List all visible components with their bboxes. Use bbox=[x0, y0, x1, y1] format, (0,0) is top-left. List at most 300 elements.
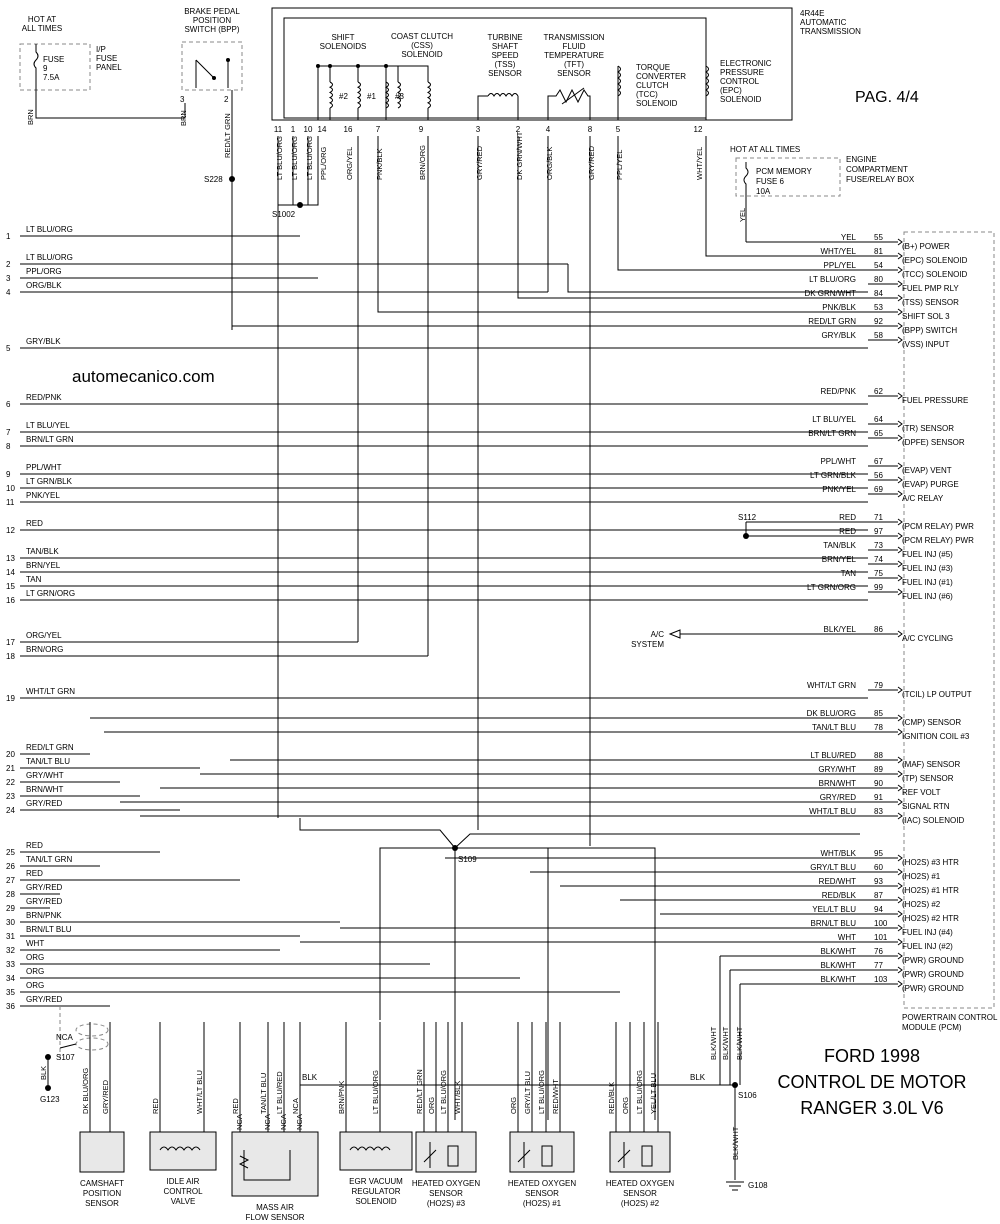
wire-color: YEL bbox=[738, 207, 747, 222]
tcc-label: CONVERTER bbox=[636, 72, 687, 81]
left-row-number: 13 bbox=[6, 554, 15, 563]
left-row-wire: GRY/BLK bbox=[26, 337, 61, 346]
pcm-fuse-box bbox=[736, 158, 840, 196]
tss-label: SENSOR bbox=[488, 69, 522, 78]
left-row-number: 7 bbox=[6, 428, 11, 437]
trans-pin-number: 8 bbox=[587, 125, 593, 134]
component-wire-color: ORG bbox=[427, 1096, 436, 1114]
trans-wire-color: PNK/BLK bbox=[375, 148, 384, 180]
hot-at-all-times-label: ALL TIMES bbox=[21, 24, 63, 33]
left-row-number: 25 bbox=[6, 848, 15, 857]
wire-color: BLK/WHT bbox=[721, 1026, 730, 1060]
pcm-pin-function: (PWR) GROUND bbox=[902, 984, 964, 993]
pcm-pin-number: 55 bbox=[874, 233, 883, 242]
nca-label: NCA bbox=[295, 1114, 304, 1130]
pcm-wire-color: BRN/LT BLU bbox=[810, 919, 856, 928]
component-box-6 bbox=[610, 1132, 670, 1172]
pcm-pin-number: 84 bbox=[874, 289, 883, 298]
pcm-pin-number: 88 bbox=[874, 751, 883, 760]
pcm-pin-number: 80 bbox=[874, 275, 883, 284]
pcm-fuse-label: FUSE 6 bbox=[756, 177, 785, 186]
pcm-pin-function: (DPFE) SENSOR bbox=[902, 438, 965, 447]
left-row-wire: PPL/ORG bbox=[26, 267, 62, 276]
pcm-fuse-label: 10A bbox=[756, 187, 771, 196]
component-wire-color: LT BLU/ORG bbox=[371, 1070, 380, 1114]
trans-wire-color: DK GRN/WHT bbox=[515, 131, 524, 180]
shield-ellipse bbox=[76, 1038, 108, 1050]
splice-label: S1002 bbox=[272, 210, 296, 219]
trans-wire-color: LT BLU/ORG bbox=[305, 136, 314, 180]
engine-box-label: FUSE/RELAY BOX bbox=[846, 175, 915, 184]
pcm-pin-number: 87 bbox=[874, 891, 883, 900]
left-row-number: 18 bbox=[6, 652, 15, 661]
pcm-wire-color: LT BLU/RED bbox=[810, 751, 856, 760]
pcm-wire-color: PPL/WHT bbox=[820, 457, 856, 466]
left-row-number: 14 bbox=[6, 568, 15, 577]
pcm-pin-function: (IAC) SOLENOID bbox=[902, 816, 965, 825]
splice-dot bbox=[226, 58, 230, 62]
trans-pin-number: 3 bbox=[475, 125, 481, 134]
pcm-fuse-label: PCM MEMORY bbox=[756, 167, 812, 176]
left-row-number: 15 bbox=[6, 582, 15, 591]
pcm-pin-number: 69 bbox=[874, 485, 883, 494]
component-wire-color: GRY/RED bbox=[101, 1079, 110, 1114]
wire-color: BLK/WHT bbox=[731, 1126, 740, 1160]
component-box-0 bbox=[80, 1132, 124, 1172]
epc-label: PRESSURE bbox=[720, 68, 765, 77]
component-name: HEATED OXYGEN bbox=[605, 1179, 675, 1188]
pcm-pin-number: 99 bbox=[874, 583, 883, 592]
pcm-pin-number: 60 bbox=[874, 863, 883, 872]
component-wire-color: DK BLU/ORG bbox=[81, 1067, 90, 1114]
left-row-wire: ORG/YEL bbox=[26, 631, 62, 640]
epc-label: CONTROL bbox=[720, 77, 760, 86]
pcm-pin-number: 71 bbox=[874, 513, 883, 522]
splice-dot bbox=[316, 64, 320, 68]
wire-color: BRN bbox=[26, 109, 35, 125]
tcc-label: (TCC) bbox=[636, 90, 658, 99]
trans-pin-number: 4 bbox=[545, 125, 551, 134]
ground-label: G123 bbox=[40, 1095, 60, 1104]
epc-label: ELECTRONIC bbox=[720, 59, 772, 68]
component-name: MASS AIR bbox=[256, 1203, 294, 1212]
trans-pin-number: 14 bbox=[317, 125, 327, 134]
component-name: HEATED OXYGEN bbox=[507, 1179, 577, 1188]
component-wire-color: GRY/LT BLU bbox=[523, 1071, 532, 1114]
pcm-wire-color: BLK/YEL bbox=[823, 625, 856, 634]
left-row-wire: ORG bbox=[26, 953, 45, 962]
pcm-pin-number: 75 bbox=[874, 569, 883, 578]
pcm-wire-color: PNK/BLK bbox=[822, 303, 856, 312]
fuse-rating: 7.5A bbox=[43, 73, 60, 82]
tft-label: (TFT) bbox=[564, 60, 584, 69]
pcm-pin-function: (HO2S) #1 bbox=[902, 872, 941, 881]
splice-label: S107 bbox=[56, 1053, 75, 1062]
component-wire-color: RED/BLK bbox=[607, 1081, 616, 1114]
tft-label: TRANSMISSION bbox=[543, 33, 605, 42]
pcm-pin-number: 76 bbox=[874, 947, 883, 956]
transmission-box bbox=[272, 8, 792, 120]
left-row-wire: LT GRN/BLK bbox=[26, 477, 72, 486]
pcm-wire-color: RED bbox=[839, 527, 856, 536]
splice-label: S228 bbox=[204, 175, 223, 184]
component-name: FLOW SENSOR bbox=[245, 1213, 305, 1222]
left-row-wire: BRN/YEL bbox=[26, 561, 61, 570]
component-wire-color: ORG bbox=[509, 1096, 518, 1114]
pcm-pin-number: 86 bbox=[874, 625, 883, 634]
nca-label: NCA bbox=[235, 1114, 244, 1130]
pcm-pin-function: IGNITION COIL #3 bbox=[902, 732, 970, 741]
component-name: (HO2S) #3 bbox=[426, 1199, 466, 1208]
pcm-pin-number: 81 bbox=[874, 247, 883, 256]
pcm-pin-function: A/C RELAY bbox=[902, 494, 944, 503]
wire-color: RED/LT GRN bbox=[223, 113, 232, 158]
pcm-pin-number: 94 bbox=[874, 905, 883, 914]
left-row-wire: PNK/YEL bbox=[26, 491, 60, 500]
left-row-number: 17 bbox=[6, 638, 15, 647]
trans-pin-number: 9 bbox=[418, 125, 424, 134]
component-name: (HO2S) #1 bbox=[522, 1199, 562, 1208]
pcm-pin-number: 67 bbox=[874, 457, 883, 466]
pcm-pin-function: (HO2S) #2 bbox=[902, 900, 941, 909]
pcm-wire-color: RED/WHT bbox=[818, 877, 856, 886]
nca-label: NCA bbox=[263, 1114, 272, 1130]
shield-ellipse bbox=[76, 1024, 108, 1036]
pcm-pin-function: (B+) POWER bbox=[902, 242, 950, 251]
pcm-wire-color: RED/PNK bbox=[820, 387, 856, 396]
component-wire-color: YEL/LT BLU bbox=[649, 1073, 658, 1114]
tss-label: SPEED bbox=[491, 51, 519, 60]
trans-pin-number: 7 bbox=[375, 125, 381, 134]
pcm-pin-function: FUEL PRESSURE bbox=[902, 396, 969, 405]
diagram-title: RANGER 3.0L V6 bbox=[800, 1098, 944, 1118]
pcm-wire-color: TAN bbox=[840, 569, 856, 578]
component-name: REGULATOR bbox=[351, 1187, 401, 1196]
pcm-pin-function: A/C CYCLING bbox=[902, 634, 954, 643]
pcm-wire-color: WHT/YEL bbox=[820, 247, 856, 256]
component-name: SENSOR bbox=[85, 1199, 119, 1208]
shift-solenoids-label: SHIFT bbox=[331, 33, 355, 42]
tcc-label: CLUTCH bbox=[636, 81, 669, 90]
trans-pin-number: 1 bbox=[290, 125, 296, 134]
pcm-pin-number: 90 bbox=[874, 779, 883, 788]
engine-box-label: COMPARTMENT bbox=[846, 165, 908, 174]
pcm-wire-color: BLK/WHT bbox=[820, 975, 856, 984]
trans-pin-number: 11 bbox=[273, 125, 283, 134]
left-row-wire: TAN/BLK bbox=[26, 547, 59, 556]
wire-color: BRN bbox=[179, 110, 188, 126]
pcm-wire-color: PPL/YEL bbox=[823, 261, 856, 270]
pin-number: 2 bbox=[224, 95, 229, 104]
diagram-labels bbox=[6, 7, 998, 1222]
diagram-title: FORD 1998 bbox=[823, 1046, 921, 1066]
left-row-number: 30 bbox=[6, 918, 15, 927]
component-wire-color: RED bbox=[231, 1098, 240, 1114]
epc-label: (EPC) bbox=[720, 86, 742, 95]
trans-wire-color: GRY/RED bbox=[475, 145, 484, 180]
pcm-pin-function: SIGNAL RTN bbox=[902, 802, 950, 811]
solenoid-id: #1 bbox=[367, 92, 376, 101]
tft-label: SENSOR bbox=[557, 69, 591, 78]
pcm-pin-function: (PCM RELAY) PWR bbox=[902, 536, 974, 545]
component-wire-color: TAN/LT BLU bbox=[259, 1072, 268, 1114]
pcm-pin-function: (TCIL) LP OUTPUT bbox=[902, 690, 972, 699]
left-row-number: 10 bbox=[6, 484, 15, 493]
pcm-pin-function: (TR) SENSOR bbox=[902, 424, 954, 433]
component-box-4 bbox=[416, 1132, 476, 1172]
splice-s228 bbox=[229, 176, 235, 182]
hot-at-all-times-label: HOT AT ALL TIMES bbox=[730, 145, 801, 154]
pcm-pin-function: (TP) SENSOR bbox=[902, 774, 954, 783]
left-row-wire: GRY/RED bbox=[26, 799, 63, 808]
pcm-pin-number: 73 bbox=[874, 541, 883, 550]
hot-at-all-times-label: HOT AT bbox=[27, 15, 57, 24]
wire-color: BLK/WHT bbox=[709, 1026, 718, 1060]
left-row-number: 28 bbox=[6, 890, 15, 899]
pcm-wire-color: RED/BLK bbox=[821, 891, 856, 900]
bpp-label: SWITCH (BPP) bbox=[184, 25, 240, 34]
pcm-pin-number: 53 bbox=[874, 303, 883, 312]
page-number: PAG. 4/4 bbox=[855, 89, 919, 106]
trans-label: 4R44E bbox=[800, 9, 825, 18]
bpp-switch-box bbox=[182, 42, 242, 90]
wire-color: BLK bbox=[302, 1073, 318, 1082]
component-wire-color: BRN/PNK bbox=[337, 1080, 346, 1114]
pcm-wire-color: TAN/BLK bbox=[823, 541, 856, 550]
pcm-pin-number: 92 bbox=[874, 317, 883, 326]
trans-pin-number: 12 bbox=[693, 125, 703, 134]
left-row-wire: BRN/WHT bbox=[26, 785, 64, 794]
component-name: SENSOR bbox=[429, 1189, 463, 1198]
component-wire-color: LT BLU/ORG bbox=[439, 1070, 448, 1114]
left-row-number: 9 bbox=[6, 470, 11, 479]
tss-label: TURBINE bbox=[487, 33, 523, 42]
pcm-wire-color: DK GRN/WHT bbox=[804, 289, 856, 298]
pcm-pin-number: 79 bbox=[874, 681, 883, 690]
left-row-wire: RED/LT GRN bbox=[26, 743, 74, 752]
left-row-wire: LT GRN/ORG bbox=[26, 589, 76, 598]
left-row-number: 31 bbox=[6, 932, 15, 941]
left-row-number: 19 bbox=[6, 694, 15, 703]
ip-panel-label: I/P bbox=[96, 45, 106, 54]
ac-system-label: A/C bbox=[650, 630, 664, 639]
left-row-wire: BRN/ORG bbox=[26, 645, 64, 654]
pcm-pin-number: 85 bbox=[874, 709, 883, 718]
bpp-label: BRAKE PEDAL bbox=[184, 7, 240, 16]
left-row-wire: ORG/BLK bbox=[26, 281, 62, 290]
left-row-wire: TAN/LT GRN bbox=[26, 855, 73, 864]
component-name: (HO2S) #2 bbox=[620, 1199, 660, 1208]
wire-lines bbox=[20, 8, 994, 1196]
tcc-label: TORQUE bbox=[636, 63, 671, 72]
left-row-wire: LT BLU/ORG bbox=[26, 253, 73, 262]
component-name: SENSOR bbox=[623, 1189, 657, 1198]
trans-wire-color: ORG/YEL bbox=[345, 146, 354, 180]
component-wire-color: ORG bbox=[621, 1096, 630, 1114]
ip-panel-label: PANEL bbox=[96, 63, 122, 72]
component-wire-color: LT BLU/RED bbox=[275, 1071, 284, 1114]
pcm-wire-color: GRY/RED bbox=[819, 793, 856, 802]
pcm-wire-color: WHT/LT BLU bbox=[809, 807, 856, 816]
left-row-wire: GRY/RED bbox=[26, 883, 63, 892]
left-row-number: 29 bbox=[6, 904, 15, 913]
left-row-number: 26 bbox=[6, 862, 15, 871]
left-row-number: 8 bbox=[6, 442, 11, 451]
trans-wire-color: LT BLU/ORG bbox=[275, 136, 284, 180]
pcm-pin-function: (TSS) SENSOR bbox=[902, 298, 959, 307]
pcm-wire-color: PNK/YEL bbox=[822, 485, 856, 494]
component-wire-color: LT BLU/ORG bbox=[635, 1070, 644, 1114]
pcm-pin-number: 64 bbox=[874, 415, 883, 424]
component-name: EGR VACUUM bbox=[349, 1177, 403, 1186]
left-row-wire: TAN bbox=[26, 575, 42, 584]
pcm-wire-color: WHT/LT GRN bbox=[806, 681, 856, 690]
left-row-wire: GRY/RED bbox=[26, 995, 63, 1004]
trans-wire-color: GRY/RED bbox=[587, 145, 596, 180]
splice-label: S106 bbox=[738, 1091, 757, 1100]
pcm-module-label: MODULE (PCM) bbox=[902, 1023, 962, 1032]
pcm-pin-number: 62 bbox=[874, 387, 883, 396]
left-row-wire: BRN/LT BLU bbox=[26, 925, 72, 934]
pcm-pin-function: (EPC) SOLENOID bbox=[902, 256, 968, 265]
css-label: COAST CLUTCH bbox=[390, 32, 454, 41]
left-row-wire: RED bbox=[26, 869, 43, 878]
component-name: CAMSHAFT bbox=[80, 1179, 124, 1188]
pcm-wire-color: YEL bbox=[840, 233, 856, 242]
solenoid-id: #2 bbox=[339, 92, 348, 101]
pcm-pin-number: 93 bbox=[874, 877, 883, 886]
pcm-wire-color: DK BLU/ORG bbox=[806, 709, 856, 718]
pcm-wire-color: GRY/LT BLU bbox=[810, 863, 856, 872]
left-row-number: 24 bbox=[6, 806, 15, 815]
pcm-pin-function: FUEL INJ (#1) bbox=[902, 578, 953, 587]
left-row-wire: GRY/WHT bbox=[26, 771, 64, 780]
left-row-wire: LT BLU/YEL bbox=[26, 421, 70, 430]
wire-color: BLK bbox=[39, 1065, 48, 1080]
trans-pin-number: 16 bbox=[343, 125, 353, 134]
left-row-wire: BRN/LT GRN bbox=[26, 435, 74, 444]
pcm-wire-color: BRN/YEL bbox=[821, 555, 856, 564]
left-row-wire: LT BLU/ORG bbox=[26, 225, 73, 234]
pcm-pin-function: (EVAP) PURGE bbox=[902, 480, 959, 489]
pcm-pin-function: (PWR) GROUND bbox=[902, 956, 964, 965]
pcm-wire-color: BLK/WHT bbox=[820, 947, 856, 956]
pcm-pin-function: (TCC) SOLENOID bbox=[902, 270, 968, 279]
pcm-pin-number: 91 bbox=[874, 793, 883, 802]
pcm-pin-number: 83 bbox=[874, 807, 883, 816]
pcm-pin-function: (HO2S) #1 HTR bbox=[902, 886, 959, 895]
pcm-pin-function: FUEL PMP RLY bbox=[902, 284, 959, 293]
pcm-pin-function: (MAF) SENSOR bbox=[902, 760, 961, 769]
pcm-pin-function: (CMP) SENSOR bbox=[902, 718, 962, 727]
left-row-number: 2 bbox=[6, 260, 11, 269]
pcm-wire-color: GRY/WHT bbox=[818, 765, 856, 774]
pcm-wire-color: BRN/WHT bbox=[818, 779, 856, 788]
pcm-wire-color: RED/LT GRN bbox=[808, 317, 856, 326]
wire-color: BLK/WHT bbox=[735, 1026, 744, 1060]
trans-label: AUTOMATIC bbox=[800, 18, 847, 27]
component-box-2 bbox=[232, 1132, 318, 1196]
left-row-number: 1 bbox=[6, 232, 11, 241]
trans-label: TRANSMISSION bbox=[800, 27, 861, 36]
component-name: SOLENOID bbox=[355, 1197, 397, 1206]
pcm-pin-number: 58 bbox=[874, 331, 883, 340]
css-label: SOLENOID bbox=[401, 50, 443, 59]
splice-dot bbox=[328, 64, 332, 68]
pcm-pin-function: (EVAP) VENT bbox=[902, 466, 952, 475]
left-row-number: 3 bbox=[6, 274, 11, 283]
epc-label: SOLENOID bbox=[720, 95, 762, 104]
pcm-wire-color: LT BLU/YEL bbox=[812, 415, 856, 424]
pcm-pin-function: SHIFT SOL 3 bbox=[902, 312, 950, 321]
splice-dot bbox=[212, 76, 216, 80]
left-row-number: 36 bbox=[6, 1002, 15, 1011]
nca-label: NCA bbox=[279, 1114, 288, 1130]
bpp-label: POSITION bbox=[192, 16, 232, 25]
pcm-pin-function: (HO2S) #3 HTR bbox=[902, 858, 959, 867]
pcm-wire-color: GRY/BLK bbox=[821, 331, 856, 340]
left-row-number: 12 bbox=[6, 526, 15, 535]
left-row-wire: ORG bbox=[26, 967, 45, 976]
pcm-wire-color: TAN/LT BLU bbox=[811, 723, 856, 732]
css-label: (CSS) bbox=[411, 41, 433, 50]
component-wire-color: WHT/BLK bbox=[453, 1080, 462, 1114]
tss-label: (TSS) bbox=[494, 60, 516, 69]
shift-solenoids-label: SOLENOIDS bbox=[319, 42, 367, 51]
tcc-label: SOLENOID bbox=[636, 99, 678, 108]
trans-wire-color: PPL/ORG bbox=[319, 146, 328, 180]
component-wire-color: LT BLU/ORG bbox=[537, 1070, 546, 1114]
left-row-wire: TAN/LT BLU bbox=[26, 757, 71, 766]
pcm-pin-number: 65 bbox=[874, 429, 883, 438]
pcm-pin-function: (VSS) INPUT bbox=[902, 340, 950, 349]
left-row-number: 32 bbox=[6, 946, 15, 955]
tft-label: TEMPERATURE bbox=[544, 51, 604, 60]
trans-wire-color: PPL/YEL bbox=[615, 149, 624, 180]
website-watermark: automecanico.com bbox=[72, 367, 215, 386]
component-name: VALVE bbox=[170, 1197, 196, 1206]
pcm-wire-color: LT GRN/ORG bbox=[806, 583, 856, 592]
pcm-pin-number: 74 bbox=[874, 555, 883, 564]
left-row-wire: GRY/RED bbox=[26, 897, 63, 906]
ip-panel-label: FUSE bbox=[96, 54, 118, 63]
pcm-pin-number: 78 bbox=[874, 723, 883, 732]
fuse-label: FUSE bbox=[43, 55, 65, 64]
pcm-pin-function: REF VOLT bbox=[902, 788, 941, 797]
pcm-pin-number: 101 bbox=[874, 933, 888, 942]
left-row-number: 33 bbox=[6, 960, 15, 969]
engine-box-label: ENGINE bbox=[846, 155, 877, 164]
pin-number: 3 bbox=[180, 95, 185, 104]
pcm-wire-color: BLK/WHT bbox=[820, 961, 856, 970]
left-row-number: 35 bbox=[6, 988, 15, 997]
trans-wire-color: LT BLU/ORG bbox=[290, 136, 299, 180]
left-row-wire: RED/PNK bbox=[26, 393, 62, 402]
component-name: HEATED OXYGEN bbox=[411, 1179, 481, 1188]
pcm-pin-number: 89 bbox=[874, 765, 883, 774]
trans-wire-color: BRN/ORG bbox=[418, 144, 427, 180]
trans-pin-number: 10 bbox=[303, 125, 313, 134]
left-row-wire: WHT/LT GRN bbox=[26, 687, 76, 696]
left-row-number: 5 bbox=[6, 344, 11, 353]
left-row-number: 16 bbox=[6, 596, 15, 605]
left-row-wire: RED bbox=[26, 841, 43, 850]
pcm-pin-number: 103 bbox=[874, 975, 888, 984]
component-wire-color: NCA bbox=[291, 1098, 300, 1114]
solenoid-id: #3 bbox=[395, 92, 404, 101]
fuse-number: 9 bbox=[43, 64, 48, 73]
left-row-number: 23 bbox=[6, 792, 15, 801]
